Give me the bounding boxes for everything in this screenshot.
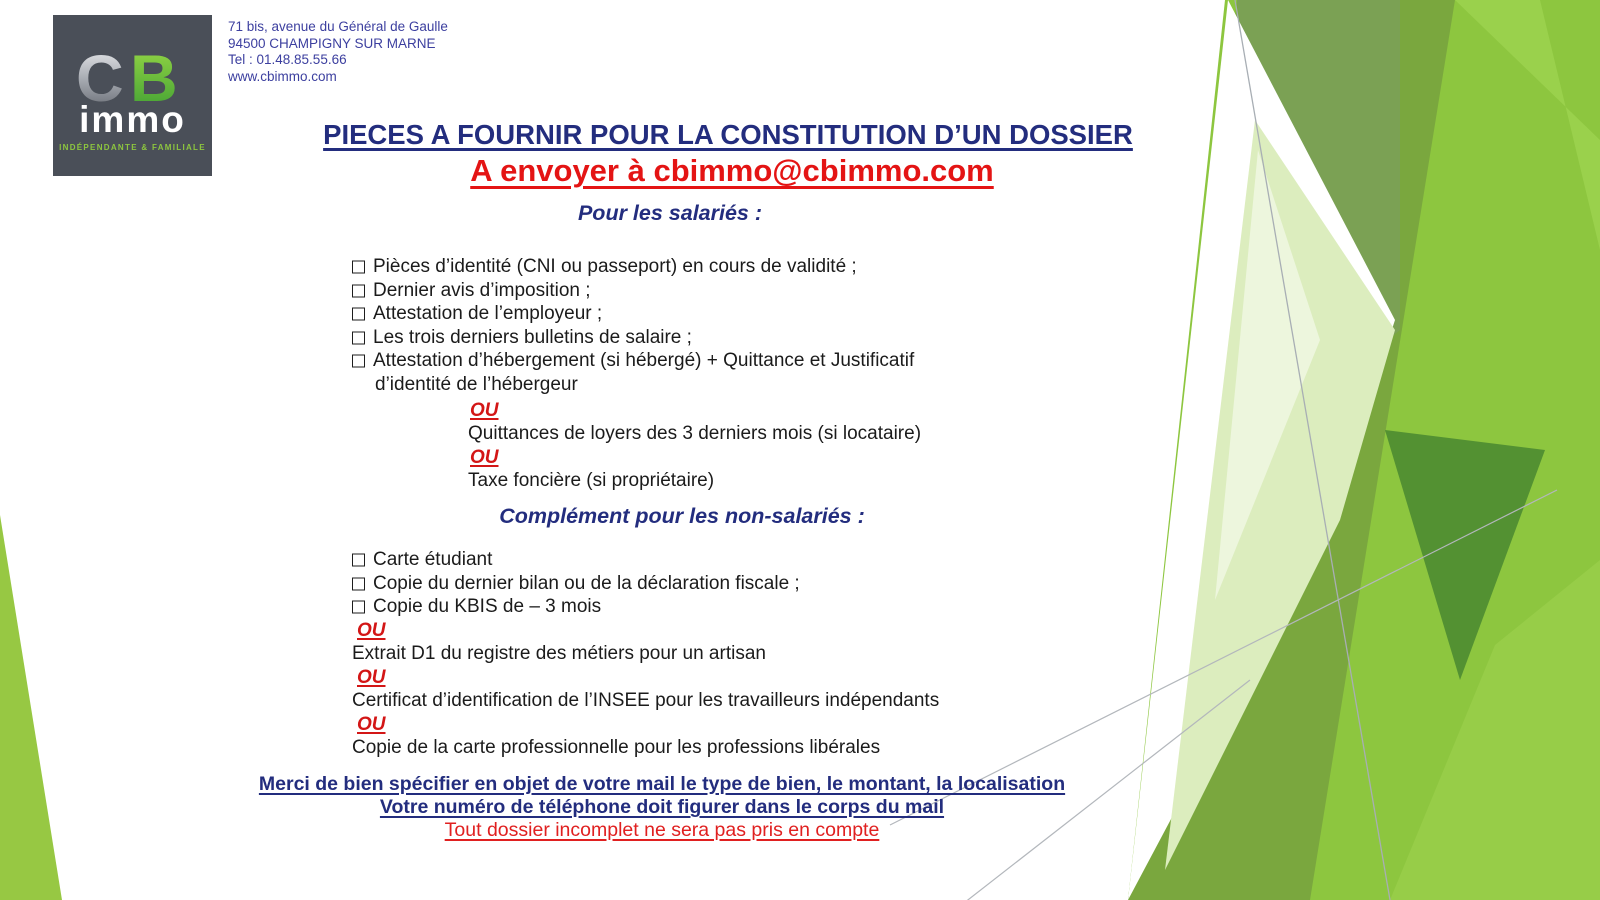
- checkbox-icon: [352, 554, 365, 567]
- checklist-item-label: Pièces d’identité (CNI ou passeport) en cours de validité ;: [373, 256, 857, 277]
- page-title: PIECES A FOURNIR POUR LA CONSTITUTION D’UN DOSSIER: [323, 119, 1133, 150]
- checkbox-icon: [352, 308, 365, 321]
- send-to-email-line: A envoyer à cbimmo@cbimmo.com: [470, 153, 994, 188]
- checkbox-icon: [352, 577, 365, 590]
- checklist-item-label: Attestation de l’employeur ;: [373, 303, 603, 324]
- checkbox-icon: [352, 601, 365, 614]
- contact-address-line2: 94500 CHAMPIGNY SUR MARNE: [228, 35, 436, 51]
- checkbox-icon: [352, 284, 365, 297]
- checklist-item: [352, 595, 1012, 619]
- checklist-item: [352, 302, 972, 326]
- or-connector-label: OU: [470, 446, 499, 468]
- footer-notes: [0, 773, 1324, 843]
- logo-tagline: INDÉPENDANTE & FAMILIALE: [59, 143, 206, 152]
- checklist-item-label: Les trois derniers bulletins de salaire ;: [373, 326, 692, 348]
- checklist-item: [352, 572, 1012, 596]
- alternative-item: Quittances de loyers des 3 derniers mois (si locataire): [468, 423, 922, 445]
- checklist-item-label: Copie du dernier bilan ou de la déclaration fiscale ;: [373, 572, 800, 594]
- section-heading-salaries: Pour les salariés :: [577, 201, 763, 225]
- non-salaries-checklist: [352, 548, 1012, 619]
- logo-letter-c: C: [75, 41, 124, 111]
- alternative-item: Extrait D1 du registre des métiers pour un artisan: [352, 643, 766, 665]
- contact-phone: Tel : 01.48.85.55.66: [228, 52, 347, 67]
- checklist-item: [352, 279, 972, 303]
- checklist-item: [352, 255, 972, 279]
- or-connector-label: OU: [357, 666, 386, 688]
- checklist-item-label: Dernier avis d’imposition ;: [373, 279, 591, 301]
- checkbox-icon: [352, 331, 365, 344]
- footer-note-incomplete: Tout dossier incomplet ne sera pas pris en compte: [444, 819, 880, 842]
- salaries-checklist: [352, 255, 972, 396]
- checklist-item-label: Copie du KBIS de – 3 mois: [373, 596, 602, 617]
- checklist-item: [352, 349, 972, 396]
- or-connector-label: OU: [357, 713, 386, 735]
- checklist-item: [352, 548, 1012, 572]
- non-salaries-alternatives: [352, 619, 1032, 759]
- alternative-item: Taxe foncière (si propriétaire): [468, 470, 715, 492]
- contact-website: www.cbimmo.com: [228, 68, 337, 84]
- checklist-item: [352, 326, 972, 350]
- contact-block: [228, 19, 448, 85]
- logo-letter-b: B: [129, 41, 178, 111]
- company-logo: [53, 15, 212, 176]
- alternative-item: Certificat d’identification de l’INSEE pour les travailleurs indépendants: [352, 690, 940, 712]
- footer-note-subject: Merci de bien spécifier en objet de votre mail le type de bien, le montant, la localisation: [258, 773, 1066, 795]
- checklist-item-label: Carte étudiant: [373, 549, 493, 570]
- checkbox-icon: [352, 261, 365, 274]
- section-heading-non-salaries: Complément pour les non-salariés :: [499, 504, 865, 528]
- footer-note-phone: Votre numéro de téléphone doit figurer dans le corps du mail: [379, 796, 945, 819]
- or-connector-label: OU: [357, 620, 386, 641]
- checklist-item-label: Attestation d’hébergement (si hébergé) + Quittance et Justificatif d’identité de l’hébergeur: [373, 350, 915, 395]
- logo-wordmark: immo: [79, 99, 186, 140]
- alternative-item: Copie de la carte professionnelle pour les professions libérales: [352, 737, 881, 759]
- contact-address-line1: 71 bis, avenue du Général de Gaulle: [228, 19, 448, 34]
- salaries-alternatives: [468, 399, 1088, 493]
- or-connector-label: OU: [470, 400, 499, 421]
- checkbox-icon: [352, 355, 365, 368]
